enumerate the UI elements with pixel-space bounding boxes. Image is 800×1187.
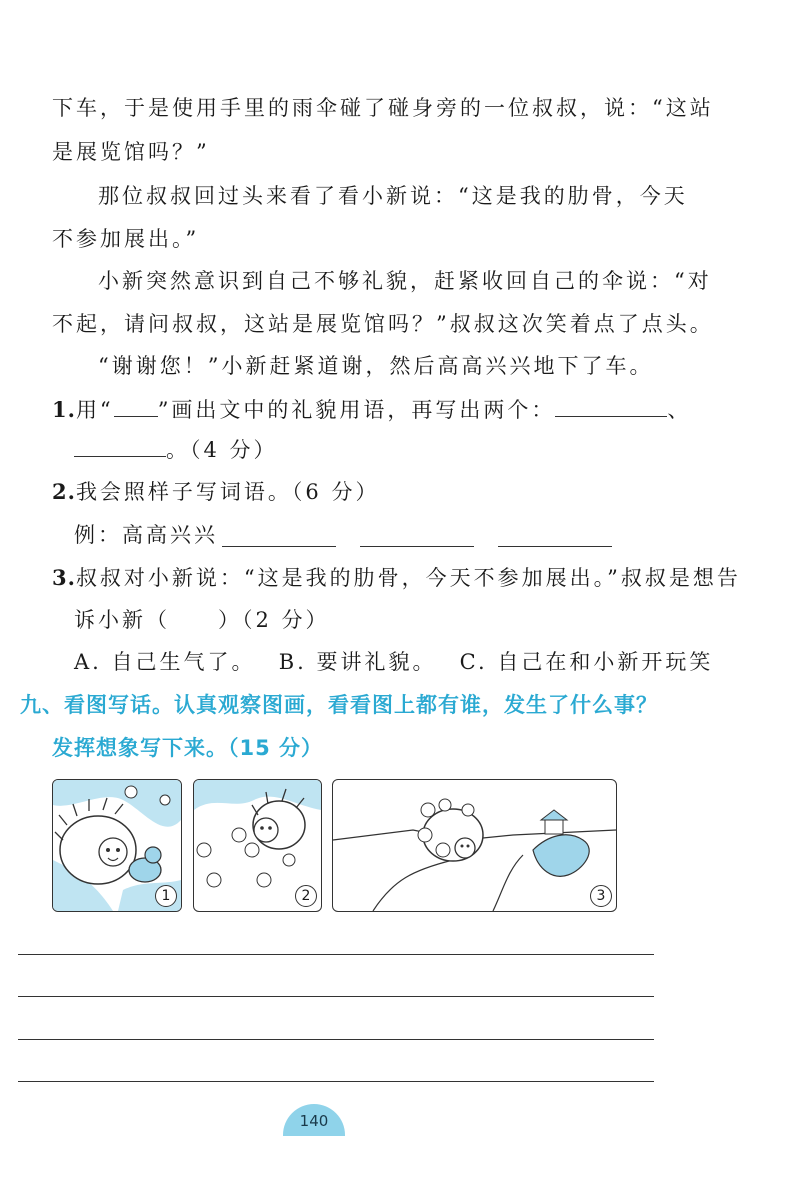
passage-line: 下车，于是使用手里的雨伞碰了碰身旁的一位叔叔，说：“这站	[52, 96, 714, 120]
passage-line: 小新突然意识到自己不够礼貌，赶紧收回自己的伞说：“对	[98, 269, 712, 293]
answer-blank[interactable]	[360, 526, 474, 547]
question-2-example	[74, 520, 218, 550]
question-number: 1.	[52, 397, 76, 422]
question-3	[52, 563, 741, 593]
section-title-cont: 发挥想象写下来。（15 分）	[52, 736, 324, 760]
question-text: ”画出文中的礼貌用语，再写出两个：	[157, 398, 556, 422]
panel-number: 2	[295, 885, 317, 907]
writing-line[interactable]	[18, 1081, 654, 1082]
section-title: 九、看图写话。认真观察图画，看看图上都有谁，发生了什么事？	[20, 693, 658, 717]
question-text: 用“	[75, 398, 114, 422]
example-text: 例：高高兴兴	[74, 523, 218, 547]
question-2	[52, 477, 379, 507]
passage-line: 那位叔叔回过头来看了看小新说：“这是我的肋骨，今天	[98, 184, 688, 208]
picture-panel-2	[193, 779, 322, 912]
question-3-cont: 诉小新（ ）（2 分）	[74, 608, 330, 632]
question-1	[52, 395, 691, 425]
passage-line: 是展览馆吗？”	[52, 140, 210, 164]
answer-blank[interactable]	[222, 526, 336, 547]
writing-line[interactable]	[18, 954, 654, 955]
picture-panel-1	[52, 779, 182, 912]
question-text: 。（4 分）	[166, 438, 278, 462]
mark-blank	[114, 396, 158, 417]
page-number: 140	[283, 1104, 345, 1136]
question-number: 3.	[52, 565, 76, 590]
passage-line: 不起，请问叔叔，这站是展览馆吗？”叔叔这次笑着点了点头。	[52, 312, 714, 336]
panel-number: 1	[155, 885, 177, 907]
hedgehog-walking-home-icon	[333, 780, 616, 911]
passage-line: “谢谢您！”小新赶紧道谢，然后高高兴兴地下了车。	[98, 354, 654, 378]
question-1-cont	[74, 435, 278, 465]
separator: 、	[667, 398, 692, 422]
passage-line: 不参加展出。”	[52, 227, 200, 251]
writing-line[interactable]	[18, 996, 654, 997]
picture-panel-3	[332, 779, 617, 912]
question-number: 2.	[52, 479, 76, 504]
answer-blank[interactable]	[555, 396, 667, 417]
answer-blank[interactable]	[74, 436, 166, 457]
question-text: 我会照样子写词语。（6 分）	[75, 480, 380, 504]
panel-number: 3	[590, 885, 612, 907]
answer-blank[interactable]	[498, 526, 612, 547]
question-text: 叔叔对小新说：“这是我的肋骨，今天不参加展出。”叔叔是想告	[75, 566, 741, 590]
question-3-options: A. 自己生气了。 B. 要讲礼貌。 C. 自己在和小新开玩笑	[74, 650, 714, 674]
writing-line[interactable]	[18, 1039, 654, 1040]
